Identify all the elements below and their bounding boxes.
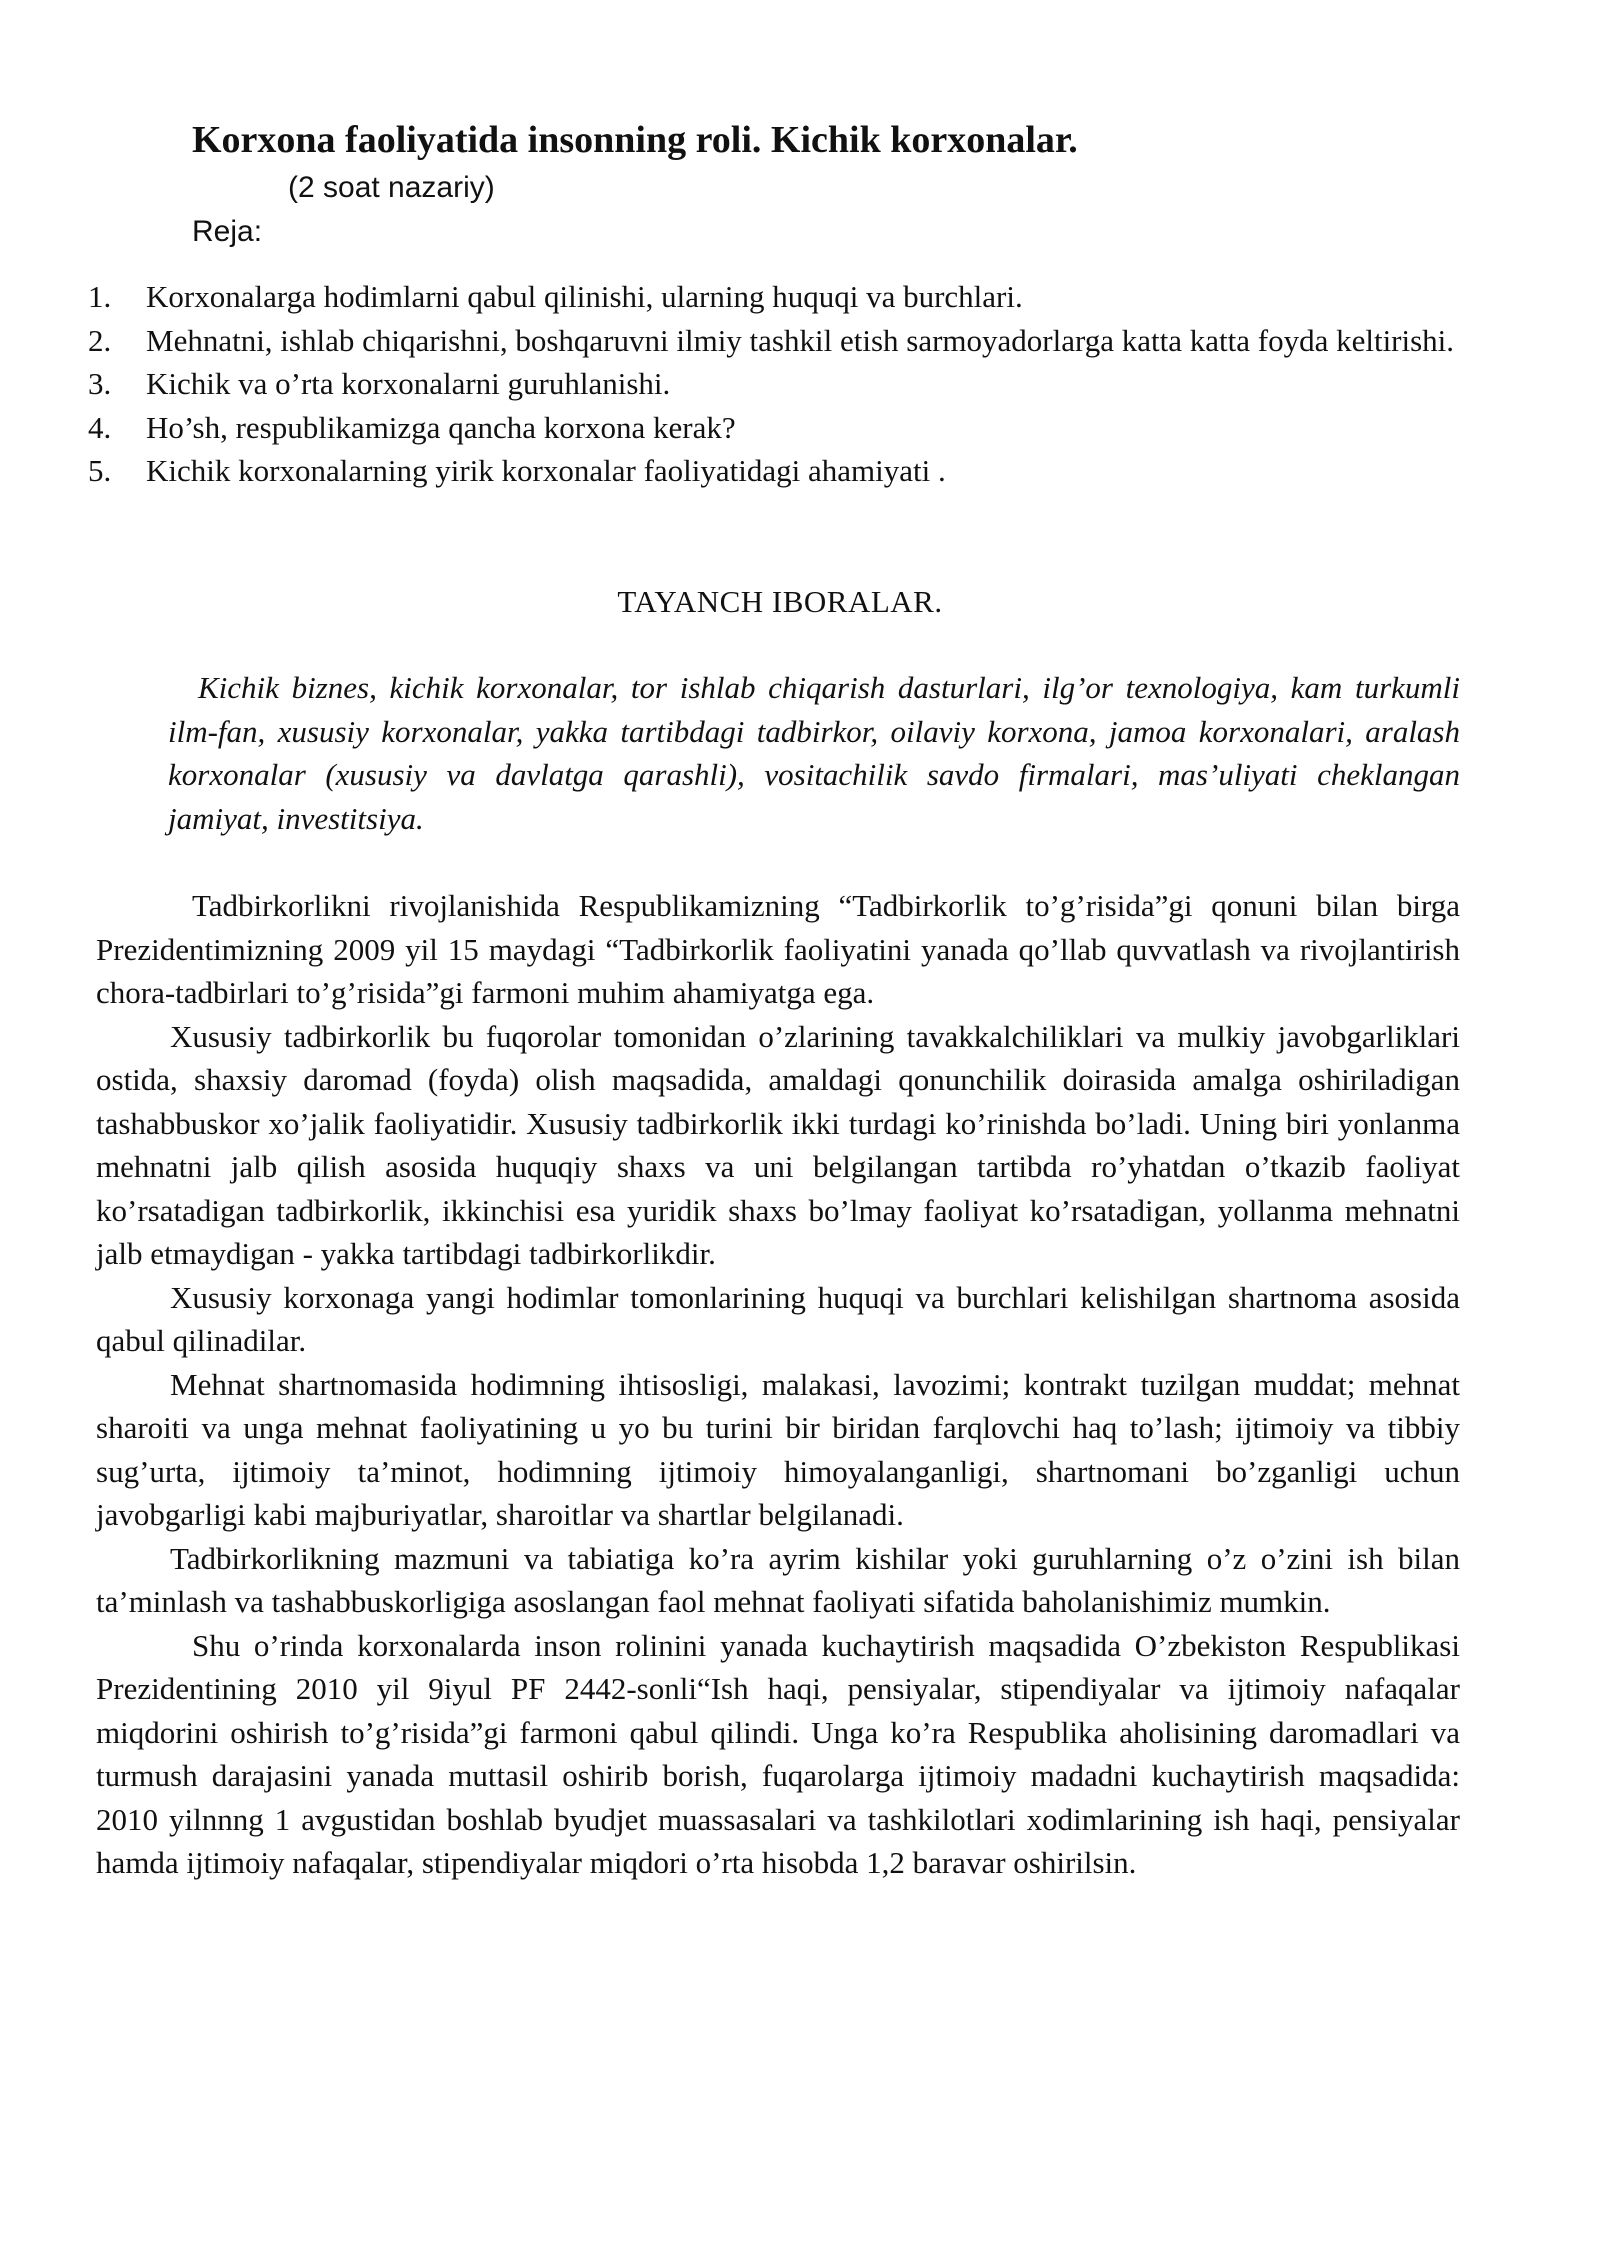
paragraph: Tadbirkorlikning mazmuni va tabiatiga ko’ra ayrim kishilar yoki guruhlarning o’z o’zini ish bilan ta’minlash va tashabbuskorligiga asoslangan faol mehnat faoliyati sifatida baholanishimiz mumkin. [96, 1540, 1460, 1619]
plan-item [0, 406, 1460, 450]
plan-item [0, 275, 1460, 319]
keywords-heading: TAYANCH IBORALAR. [617, 584, 943, 619]
plan-item-text: Kichik va o’rta korxonalarni guruhlanishi. [146, 366, 671, 401]
plan-item [0, 319, 1460, 363]
plan-item-number: 4. [88, 409, 112, 445]
plan-item-text: Kichik korxonalarning yirik korxonalar faoliyatidagi ahamiyati . [146, 453, 946, 488]
document-subtitle: (2 soat nazariy) [288, 171, 495, 204]
plan-item-number: 1. [88, 279, 112, 314]
plan-label: Reja: [192, 215, 263, 248]
paragraph: Xususiy tadbirkorlik bu fuqorolar tomonidan o’zlarining tavakkalchiliklari va mulkiy javobgarliklari ostida, shaxsiy daromad (foyda) olish maqsadida, amaldagi qonunchilik doirasida amalga oshiriladigan tashabbuskor xo’jalik faoliyatidir. Xususiy tadbirkorlik ikki turdagi ko’rinishda bo’ladi. Uning biri yonlanma mehnatni jalb qilish asosida huquqiy shaxs va uni belgilangan tartibda ro’yhatdan o’tkazib faoliyat ko’rsatadigan tadbirkorlik, ikkinchisi esa yuridik shaxs bo’lmay faoliyat ko’rsatadigan, yollanma mehnatni jalb etmaydigan - yakka tartibdagi tadbirkorlikdir. [96, 1018, 1460, 1271]
plan-item-number: 3. [88, 366, 112, 401]
plan-item-text: Korxonalarga hodimlarni qabul qilinishi, ularning huquqi va burchlari. [146, 279, 1023, 314]
plan-item [0, 449, 1460, 493]
plan-item-text: Mehnatni, ishlab chiqarishni, boshqaruvni ilmiy tashkil etish sarmoyadorlarga katta katta foyda keltirishi. [146, 322, 1455, 358]
body-text [96, 884, 1460, 1885]
plan-item-number: 2. [88, 322, 112, 358]
document-title: Korxona faoliyatida insonning roli. Kichik korxonalar. [192, 119, 1078, 161]
paragraph: Xususiy korxonaga yangi hodimlar tomonlarining huquqi va burchlari kelishilgan shartnoma asosida qabul qilinadilar. [96, 1279, 1460, 1358]
paragraph: Mehnat shartnomasida hodimning ihtisosligi, malakasi, lavozimi; kontrakt tuzilgan muddat; mehnat sharoiti va unga mehnat faoliyatining u yo bu turini bir biridan farqlovchi haq to’lash; ijtimoiy va tibbiy sug’urta, ijtimoiy ta’minot, hodimning ijtimoiy himoyalanganligi, shartnomani bo’zganligi uchun javobgarligi kabi majburiyatlar, sharoitlar va shartlar belgilanadi. [96, 1366, 1460, 1532]
plan-item-number: 5. [88, 453, 112, 488]
paragraph: Shu o’rinda korxonalarda inson rolinini yanada kuchaytirish maqsadida O’zbekiston Respublikasi Prezidentining 2010 yil 9iyul PF 2442-sonli“Ish haqi, pensiyalar, stipendiyalar va ijtimoiy nafaqalar miqdorini oshirish to’g’risida”gi farmoni qabul qilindi. Unga ko’ra Respublika aholisining daromadlari va turmush darajasini yanada muttasil oshirib borish, fuqarolarga ijtimoiy madadni kuchaytirish maqsadida: 2010 yilnnng 1 avgustidan boshlab byudjet muassasalari va tashkilotlari xodimlarining ish haqi, pensiyalar hamda ijtimoiy nafaqalar, stipendiyalar miqdori o’rta hisobda 1,2 baravar oshirilsin. [96, 1627, 1460, 1880]
plan-list [0, 275, 1460, 493]
paragraph: Tadbirkorlikni rivojlanishida Respublikamizning “Tadbirkorlik to’g’risida”gi qonuni bilan birga Prezidentimizning 2009 yil 15 maydagi “Tadbirkorlik faoliyatini yanada qo’llab quvvatlash va rivojlantirish chora-tadbirlari to’g’risida”gi farmoni muhim ahamiyatga ega. [96, 888, 1460, 1010]
plan-item [0, 362, 1460, 406]
keywords-text: Kichik biznes, kichik korxonalar, tor ishlab chiqarish dasturlari, ilg’or texnologiya, kam turkumli ilm-fan, xususiy korxonalar, yakka tartibdagi tadbirkor, oilaviy korxona, jamoa korxonalari, aralash korxonalar (xususiy va davlatga qarashli), vositachilik savdo firmalari, mas’uliyati cheklangan jamiyat, investitsiya. [168, 670, 1460, 836]
plan-item-text: Ho’sh, respublikamizga qancha korxona kerak? [146, 409, 736, 445]
